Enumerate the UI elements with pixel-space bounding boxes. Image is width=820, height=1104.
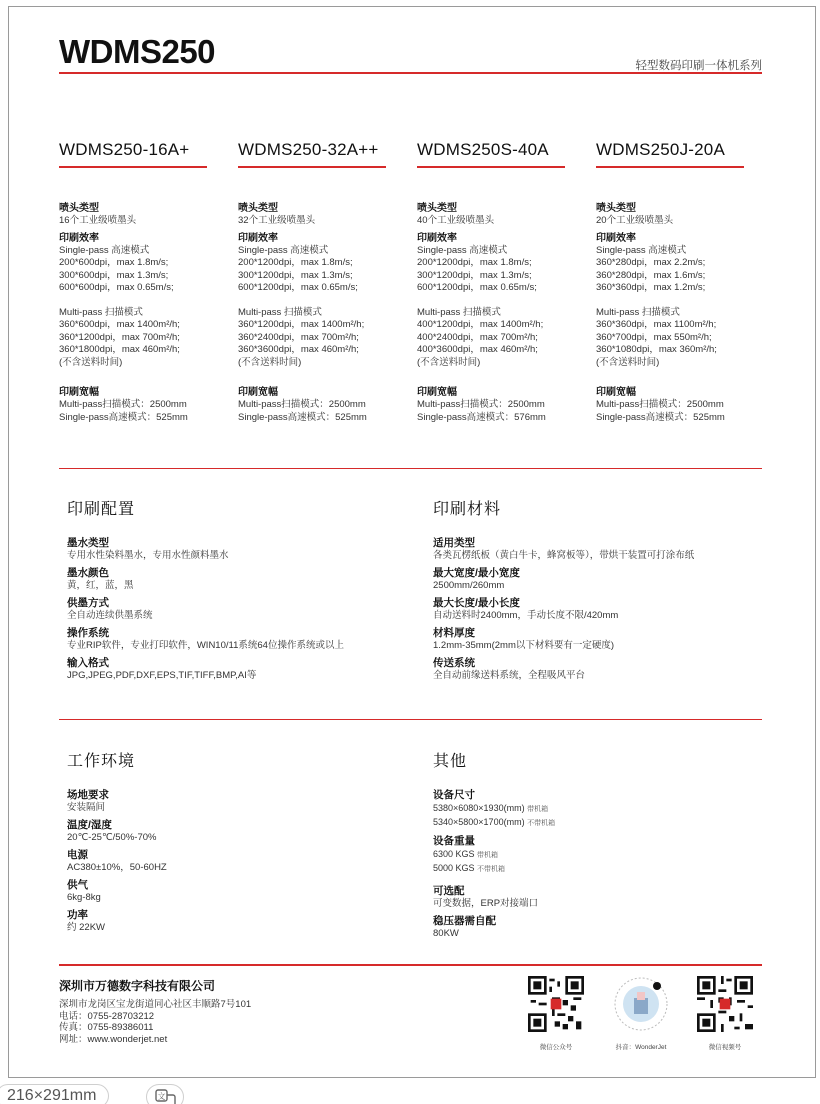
spec-label: 墨水类型: [67, 537, 109, 549]
spec-value: AC380±10%，50-60HZ: [67, 862, 167, 873]
spec-value: JPG,JPEG,PDF,DXF,EPS,TIF,TIFF,BMP,AI等: [67, 670, 257, 681]
single-pass-line: 300*1200dpi，max 1.3m/s;: [417, 269, 532, 281]
single-pass-line: 600*600dpi，max 0.65m/s;: [59, 282, 174, 293]
model-name: WDMS250J-20A: [596, 140, 744, 168]
spec-value: 20℃-25℃/50%-70%: [67, 832, 157, 843]
single-pass-title: Single-pass 高速模式: [238, 244, 329, 256]
multi-pass-title: Multi-pass 扫描模式: [596, 306, 680, 318]
size-without-case: 5340×5800×1700(mm): [433, 817, 525, 827]
head-label: 喷头类型: [417, 203, 457, 214]
section-divider: [59, 468, 762, 469]
spec-label: 稳压器需自配: [433, 915, 496, 927]
single-pass-line: 200*600dpi，max 1.8m/s;: [59, 257, 169, 268]
spec-label: 材料厚度: [433, 627, 475, 639]
qr-caption: 微信视频号: [708, 1044, 742, 1051]
spec-label: 操作系统: [67, 627, 109, 639]
width-label: 印刷宽幅: [59, 387, 99, 398]
single-pass-line: 300*600dpi，max 1.3m/s;: [59, 269, 169, 281]
spec-label: 可选配: [433, 885, 465, 897]
single-pass-title: Single-pass 高速模式: [59, 244, 150, 256]
weight-note: 不带机箱: [477, 866, 506, 873]
width-line: Multi-pass扫描模式：2500mm: [59, 399, 187, 410]
width-line: Single-pass高速模式：525mm: [596, 411, 725, 423]
width-line: Single-pass高速模式：525mm: [59, 411, 188, 423]
width-line: Single-pass高速模式：576mm: [417, 411, 546, 423]
head-label: 喷头类型: [238, 203, 278, 214]
multi-pass-note: (不含送料时间): [59, 356, 123, 368]
spec-label: 设备尺寸: [433, 789, 475, 801]
width-label: 印刷宽幅: [417, 387, 457, 398]
spec-value: 1.2mm-35mm(2mm以下材料要有一定硬度): [433, 640, 615, 651]
single-pass-line: 600*1200dpi，max 0.65m/s;: [238, 282, 358, 293]
model-name: WDMS250-16A+: [59, 140, 207, 168]
multi-pass-line: 360*700dpi，max 550m²/h;: [596, 331, 712, 343]
multi-pass-line: 360*1200dpi，max 700m²/h;: [59, 331, 180, 343]
weight-with-case: 6300 KGS: [433, 849, 475, 859]
qr-caption: 抖音：WonderJet: [615, 1044, 667, 1051]
spec-label: 输入格式: [67, 657, 109, 669]
spec-value: 黄，红，蓝，黑: [67, 580, 134, 591]
width-label: 印刷宽幅: [238, 387, 278, 398]
spec-label: 电源: [67, 849, 88, 861]
spec-label: 供气: [67, 879, 88, 891]
spec-value: [433, 862, 763, 876]
section-title: 其他: [433, 753, 468, 770]
environment-section: [67, 748, 407, 934]
single-pass-title: Single-pass 高速模式: [596, 244, 687, 256]
size-with-case: 5380×6080×1930(mm): [433, 803, 525, 813]
spec-label: 设备重量: [433, 835, 475, 847]
translate-icon: [147, 1085, 183, 1104]
width-label: 印刷宽幅: [596, 387, 636, 398]
multi-pass-title: Multi-pass 扫描模式: [238, 306, 322, 318]
head-value: 32个工业级喷墨头: [238, 215, 316, 226]
translate-button[interactable]: [146, 1084, 184, 1104]
model-column: [417, 140, 565, 424]
single-pass-line: 600*1200dpi，max 0.65m/s;: [417, 282, 537, 293]
model-column: [59, 140, 207, 424]
multi-pass-title: Multi-pass 扫描模式: [59, 306, 143, 318]
multi-pass-line: 360*600dpi，max 1400m²/h;: [59, 319, 180, 330]
spec-label: 功率: [67, 909, 88, 921]
multi-pass-note: (不含送料时间): [417, 356, 481, 368]
single-pass-line: 360*280dpi，max 2.2m/s;: [596, 257, 706, 268]
multi-pass-line: 360*1080dpi，max 360m²/h;: [596, 344, 717, 355]
head-value: 40个工业级喷墨头: [417, 215, 495, 226]
company-phone: 电话：0755-28703212: [59, 1010, 155, 1022]
multi-pass-line: 360*1200dpi，max 1400m²/h;: [238, 319, 365, 330]
multi-pass-line: 360*3600dpi，max 460m²/h;: [238, 344, 359, 355]
single-pass-line: 200*1200dpi，max 1.8m/s;: [238, 257, 353, 268]
svg-text:文: 文: [157, 1092, 166, 1101]
head-label: 喷头类型: [59, 203, 99, 214]
section-divider: [59, 719, 762, 720]
multi-pass-line: 400*1200dpi，max 1400m²/h;: [417, 319, 544, 330]
company-address: 深圳市龙岗区宝龙街道同心社区丰顺路7号101: [59, 999, 252, 1010]
multi-pass-line: 360*360dpi，max 1100m²/h;: [596, 319, 717, 330]
spec-value: 各类瓦楞纸板（黄白牛卡，蜂窝板等），带烘干装置可打涂布纸: [433, 550, 695, 561]
spec-value: 2500mm/260mm: [433, 580, 505, 591]
model-name: WDMS250S-40A: [417, 140, 565, 168]
head-value: 20个工业级喷墨头: [596, 215, 674, 226]
width-line: Multi-pass扫描模式：2500mm: [417, 399, 545, 410]
efficiency-label: 印刷效率: [59, 232, 99, 244]
spec-label: 墨水颜色: [67, 567, 109, 579]
head-label: 喷头类型: [596, 203, 636, 214]
model-columns: [59, 140, 759, 424]
company-name: 深圳市万德数字科技有限公司: [59, 979, 216, 993]
spec-value: [433, 816, 763, 830]
multi-pass-line: 360*2400dpi，max 700m²/h;: [238, 331, 359, 343]
spec-value: [433, 802, 763, 816]
print-config-section: [67, 496, 407, 682]
model-name: WDMS250-32A++: [238, 140, 386, 168]
spec-value: 80KW: [433, 928, 459, 939]
head-value: 16个工业级喷墨头: [59, 215, 137, 226]
efficiency-label: 印刷效率: [417, 232, 457, 244]
section-title: 印刷配置: [67, 501, 136, 518]
size-note: 带机箱: [527, 806, 549, 813]
spec-value: 6kg-8kg: [67, 892, 101, 903]
single-pass-line: 360*280dpi，max 1.6m/s;: [596, 269, 706, 281]
efficiency-label: 印刷效率: [238, 232, 278, 244]
spec-label: 适用类型: [433, 537, 475, 549]
spec-value: 全自动连续供墨系统: [67, 610, 153, 621]
wechat-official-qr-code: [528, 976, 584, 1032]
width-line: Single-pass高速模式：525mm: [238, 411, 367, 423]
spec-label: 最大宽度/最小宽度: [433, 567, 520, 579]
multi-pass-line: 400*2400dpi，max 700m²/h;: [417, 331, 538, 343]
spec-value: 自动送料时2400mm，手动长度不限/420mm: [433, 610, 619, 621]
single-pass-title: Single-pass 高速模式: [417, 244, 508, 256]
spec-value: 专业RIP软件，专业打印软件，WIN10/11系统64位操作系统或以上: [67, 640, 344, 651]
page-title: WDMS250: [59, 33, 216, 70]
wechat-video-qr-code: [697, 976, 753, 1032]
spec-label: 传送系统: [433, 657, 475, 669]
efficiency-label: 印刷效率: [596, 232, 636, 244]
print-material-section: [433, 496, 763, 682]
section-title: 印刷材料: [433, 501, 502, 518]
width-line: Multi-pass扫描模式：2500mm: [596, 399, 724, 410]
spec-label: 供墨方式: [67, 597, 109, 609]
spec-value: 可变数据，ERP对接端口: [433, 898, 539, 909]
page-size-indicator: 216×291mm: [0, 1084, 109, 1104]
spec-value: 约 22KW: [67, 922, 106, 933]
other-section: [433, 748, 763, 940]
model-column: [596, 140, 744, 424]
company-website: 网址：www.wonderjet.net: [59, 1033, 168, 1045]
header-rule: [59, 72, 762, 74]
spec-label: 温度/湿度: [67, 819, 112, 831]
model-column: [238, 140, 386, 424]
spec-value: 安装隔间: [67, 802, 106, 813]
contact-block: [59, 999, 251, 1045]
single-pass-line: 300*1200dpi，max 1.3m/s;: [238, 269, 353, 281]
size-note: 不带机箱: [527, 820, 556, 827]
spec-label: 场地要求: [67, 789, 109, 801]
spec-label: 最大长度/最小长度: [433, 597, 520, 609]
spec-value: [433, 848, 763, 862]
company-fax: 传真：0755-89386011: [59, 1022, 154, 1033]
weight-without-case: 5000 KGS: [433, 863, 475, 873]
qr-caption: 微信公众号: [539, 1044, 573, 1051]
series-subtitle: 轻型数码印刷一体机系列: [635, 60, 762, 72]
douyin-qr-code: [613, 976, 669, 1032]
multi-pass-line: 360*1800dpi，max 460m²/h;: [59, 344, 180, 355]
multi-pass-title: Multi-pass 扫描模式: [417, 306, 501, 318]
spec-value: 专用水性染料墨水，专用水性颜料墨水: [67, 550, 229, 561]
multi-pass-line: 400*3600dpi，max 460m²/h;: [417, 344, 538, 355]
single-pass-line: 200*1200dpi，max 1.8m/s;: [417, 257, 532, 268]
section-title: 工作环境: [67, 753, 136, 770]
weight-note: 带机箱: [477, 852, 499, 859]
multi-pass-note: (不含送料时间): [238, 356, 302, 368]
single-pass-line: 360*360dpi，max 1.2m/s;: [596, 282, 706, 293]
multi-pass-note: (不含送料时间): [596, 356, 660, 368]
footer-rule: [59, 964, 762, 966]
spec-value: 全自动前缘送料系统，全程吸风平台: [433, 670, 586, 681]
width-line: Multi-pass扫描模式：2500mm: [238, 399, 366, 410]
